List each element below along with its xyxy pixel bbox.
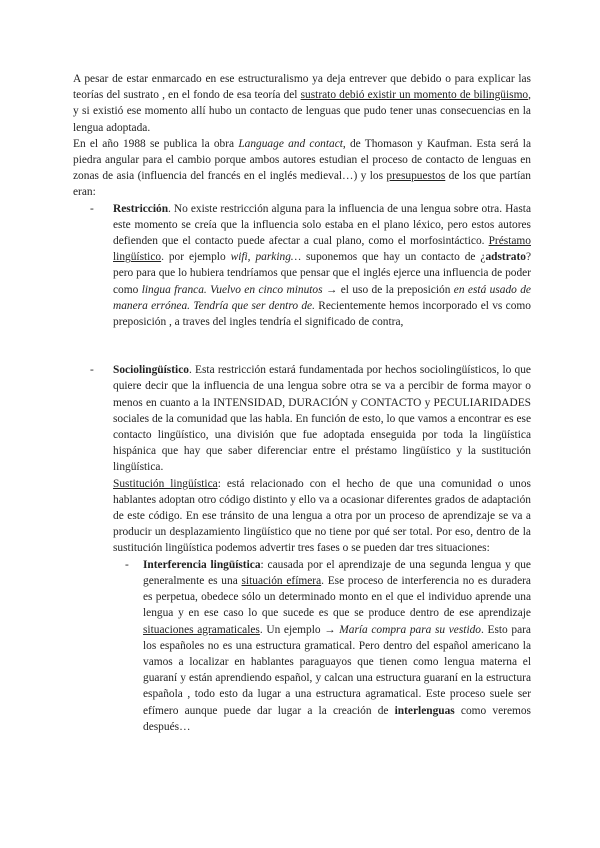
interferencia-text <box>143 557 531 735</box>
spacer <box>73 330 531 362</box>
italic-example: en está usado de manera errónea. Tendría que ser dentro de. <box>113 283 531 312</box>
intro-paragraph-2 <box>73 136 531 201</box>
bullet-dash: - <box>125 558 129 571</box>
text-run: : causada por el aprendizaje de una segunda lengua y que generalmente es una <box>143 558 531 587</box>
sustitucion-text <box>113 476 531 557</box>
sub-item-interferencia <box>73 557 531 735</box>
underlined-term: Préstamo lingüístico <box>113 235 531 264</box>
bullet-dash: - <box>90 364 94 377</box>
book-title: Language and contact <box>238 137 343 150</box>
underlined-term: Sustitución lingüística <box>113 477 218 490</box>
intro-paragraph-1 <box>73 71 531 136</box>
text-run: como veremos después… <box>143 704 531 733</box>
sociolinguistico-text <box>113 362 531 475</box>
text-run: , y si existió ese momento allí hubo un contacto de lenguas que pudo tener unas consecuencias en la lengua adoptada. <box>73 89 531 134</box>
italic-example: lingua franca. Vuelvo en cinco minutos <box>141 283 323 296</box>
text-run: . Esta restricción estará fundamentada por hechos sociolingüísticos, lo que quiere decir que la influencia de una lengua sobre otra se va a percibir de forma mayor o menos en cuanto a la INTENSIDAD, DURACIÓN y CONTACTO y PECULIARIDADES sociales de la comunidad que las habla. En función de esto, lo que vamos a encontrar es ese contacto lingüístico, una división que fue adoptada enseguida por toda la lingüística hispánica que hay que saber diferenciar entre el préstamo lingüístico y la sustitución lingüística. <box>113 364 531 474</box>
text-run: . Un ejemplo → <box>259 623 340 636</box>
text-run: A pesar de estar enmarcado en ese estructuralismo ya deja entrever que debido o para explicar las teorías del sustrato , en el fondo de esa teoría del <box>73 73 531 102</box>
text-run: : está relacionado con el hecho de que una comunidad o unos hablantes adoptan otro código distinto y ello va a ocasionar diferentes grados de adaptación de este código. En ese tránsito de una lengua a otra por un proceso de aprendizaje se va a producir un desplazamiento lingüístico que no tiene por qué ser total. Por eso, dentro de la sustitución lingüística podemos advertir tres fases o se pueden dar tres situaciones: <box>113 477 531 555</box>
bullet-dash: - <box>90 202 94 215</box>
list-item-sociolinguistico <box>73 362 531 556</box>
underlined-term: situaciones agramaticales <box>143 623 260 636</box>
item-title: Restricción <box>113 202 169 215</box>
text-run: . No existe restricción alguna para la influencia de una lengua sobre otra. Hasta este momento se creía que la influencia solo estaba en el plano léxico, pero estos autores defienden que el contacto puede afectar a cual plano, como el morfosintáctico. <box>113 202 531 248</box>
italic-example: María compra para su vestido <box>339 623 481 636</box>
bold-term: interlenguas <box>394 704 455 717</box>
document-page <box>73 71 531 735</box>
text-run: → el uso de la preposición <box>322 283 454 296</box>
text-run: . Esto para los españoles no es una estructura gramatical. Pero dentro del español americano la vamos a localizar en hablantes paraguayos que tienen como lengua materna el guaraní y están aprendiendo español, y calcan una estructura guaraní en la estructura española , todo esto da lugar a una estructura agramatical. Este proceso suele ser efímero aunque puede dar lugar a la creación de <box>143 623 531 717</box>
text-run: En el año 1988 se publica la obra <box>73 137 239 150</box>
text-run: de los que partían eran: <box>73 170 531 199</box>
text-run: Recientemente hemos incorporado el vs como preposición , a traves del ingles tendría el significado de contra, <box>113 299 531 329</box>
text-run: suponemos que hay un contacto de ¿ <box>301 251 486 264</box>
underlined-term: presupuestos <box>386 170 446 183</box>
item-title: Sociolingüístico <box>113 364 189 377</box>
text-run: ? pero para que lo hubiera tendríamos que pensar que el inglés ejerce una influencia de poder como <box>113 251 531 296</box>
underlined-term: situación efímera <box>241 574 322 587</box>
italic-example: wifi, parking… <box>230 251 302 264</box>
list-item-restriccion <box>73 201 531 331</box>
text-run: . Ese proceso de interferencia no es duradera es perpetua, obedece sólo un determinado monto en el que el individuo aprende una lengua y en ese caso lo que sucede es que se produce dentro de ese aprendizaje <box>143 574 531 620</box>
underlined-term: sustrato debió existir un momento de bilingüismo <box>300 89 529 102</box>
text-run: , de Thomason y Kaufman. Esta será la piedra angular para el cambio porque ambos autores estudian el proceso de contacto de lenguas en zonas de asia (influencia del francés en el inglés medieval…) y los <box>73 137 532 183</box>
item-title: Interferencia lingüística <box>143 558 261 571</box>
bold-term: adstrato <box>485 251 526 264</box>
text-run: . por ejemplo <box>161 251 231 264</box>
restriccion-text <box>113 201 531 331</box>
